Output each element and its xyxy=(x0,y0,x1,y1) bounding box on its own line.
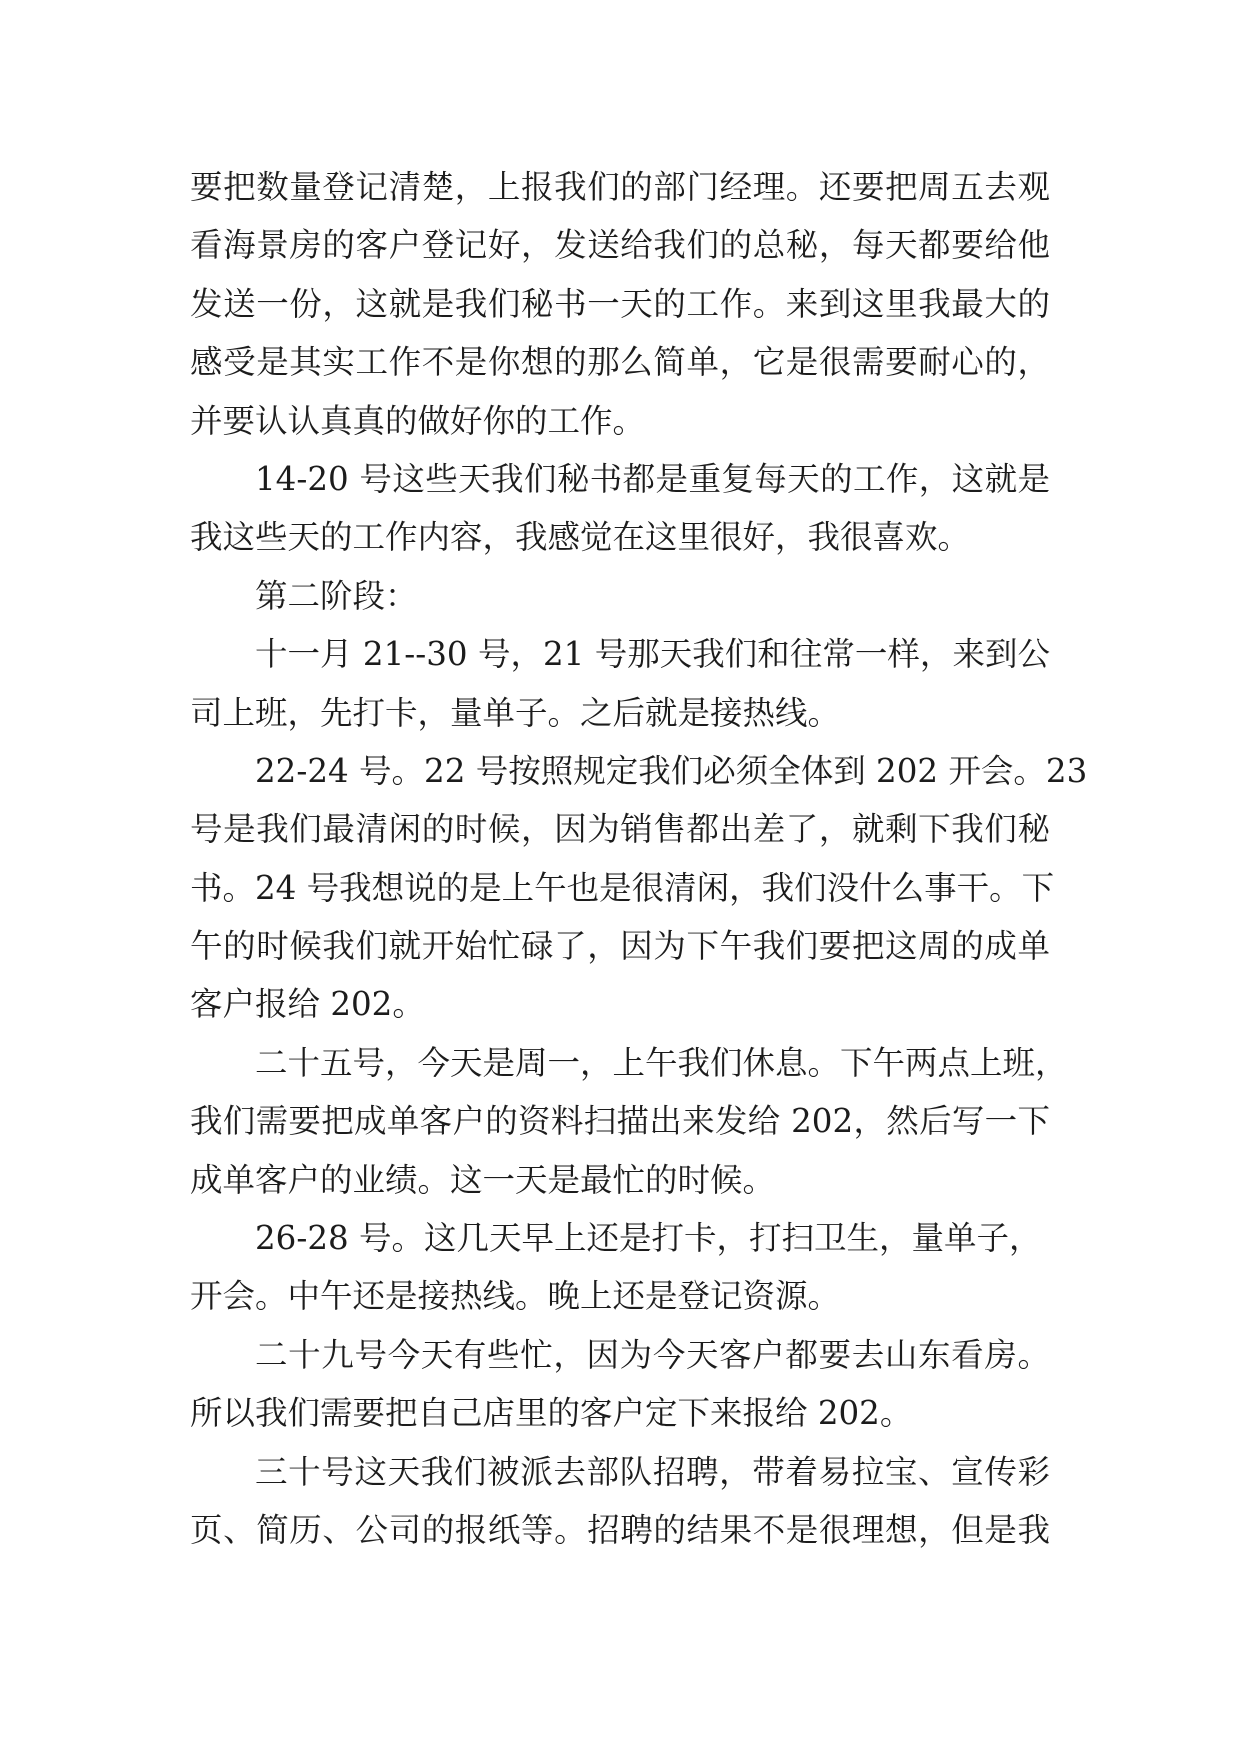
text-line: 要把数量登记清楚，上报我们的部门经理。还要把周五去观 xyxy=(190,168,1050,206)
text-line: 感受是其实工作不是你想的那么简单，它是很需要耐心的， xyxy=(190,343,1050,382)
text-line: 开会。中午还是接热线。晚上还是登记资源。 xyxy=(190,1277,841,1316)
text-line: 十一月 21--30 号，21 号那天我们和往常一样，来到公 xyxy=(255,635,1050,674)
text-line: 客户报给 202。 xyxy=(190,985,425,1024)
text-line: 所以我们需要把自己店里的客户定下来报给 202。 xyxy=(190,1394,913,1433)
text-line: 司上班，先打卡，量单子。之后就是接热线。 xyxy=(190,693,841,732)
text-line: 第二阶段： xyxy=(255,576,418,615)
text-line: 我这些天的工作内容，我感觉在这里很好，我很喜欢。 xyxy=(190,518,971,557)
text-line: 发送一份，这就是我们秘书一天的工作。来到这里我最大的 xyxy=(190,284,1050,323)
text-line: 二十五号，今天是周一，上午我们休息。下午两点上班， xyxy=(255,1043,1068,1082)
text-line: 书。24 号我想说的是上午也是很清闲，我们没什么事干。下 xyxy=(190,868,1055,907)
text-line: 成单客户的业绩。这一天是最忙的时候。 xyxy=(190,1160,776,1199)
text-line: 二十九号今天有些忙，因为今天客户都要去山东看房。 xyxy=(255,1335,1050,1374)
text-line: 三十号这天我们被派去部队招聘，带着易拉宝、宣传彩 xyxy=(255,1452,1050,1491)
text-line: 号是我们最清闲的时候，因为销售都出差了，就剩下我们秘 xyxy=(190,810,1050,849)
text-line: 看海景房的客户登记好，发送给我们的总秘，每天都要给他 xyxy=(190,226,1050,265)
text-line: 26-28 号。这几天早上还是打卡，打扫卫生，量单子， xyxy=(255,1219,1042,1258)
text-line: 午的时候我们就开始忙碌了，因为下午我们要把这周的成单 xyxy=(190,927,1050,966)
text-line: 并要认认真真的做好你的工作。 xyxy=(190,401,646,440)
text-line: 我们需要把成单客户的资料扫描出来发给 202，然后写一下 xyxy=(190,1102,1050,1141)
body-text xyxy=(190,158,1088,1559)
text-line: 14-20 号这些天我们秘书都是重复每天的工作，这就是 xyxy=(255,459,1050,498)
text-line: 页、简历、公司的报纸等。招聘的结果不是很理想，但是我 xyxy=(190,1510,1050,1549)
text-line: 22-24 号。22 号按照规定我们必须全体到 202 开会。23 xyxy=(255,751,1088,790)
